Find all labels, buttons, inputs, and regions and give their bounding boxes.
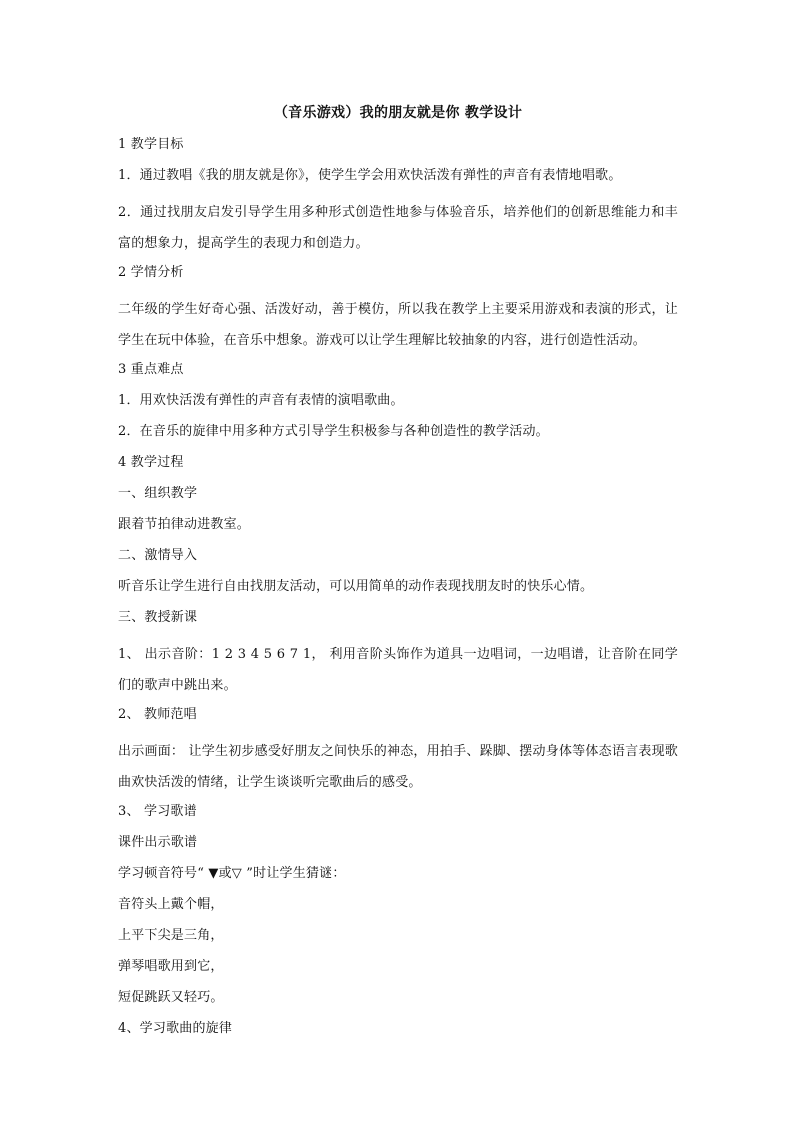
process-step-new-lesson: 三、教授新课	[118, 610, 198, 625]
process-step-organize: 一、组织教学	[118, 486, 198, 501]
objective-item-1: 1．通过教唱《我的朋友就是你》，使学生学会用欢快活泼有弹性的声音有表情地唱歌。	[118, 168, 622, 183]
riddle-line-3: 弹琴唱歌用到它，	[118, 959, 224, 974]
lesson-step-scale: 1、 出示音阶：1 2 3 4 5 6 7 1， 利用音阶头饰作为道具一边唱词，一边唱谱，让音阶在同学们的歌声中跳出来。	[118, 647, 678, 693]
lesson-step-learn-melody: 4、学习歌曲的旋律	[118, 1021, 233, 1036]
section-heading-process: 4 教学过程	[118, 455, 184, 470]
lesson-text-show-picture: 出示画面： 让学生初步感受好朋友之间快乐的神态，用拍手、跺脚、摆动身体等体态语言表现歌曲欢快活泼的情绪，让学生谈谈听完歌曲后的感受。	[118, 744, 678, 790]
document-body	[118, 103, 678, 1050]
section-heading-objectives: 1 教学目标	[118, 137, 184, 152]
lesson-step-learn-score: 3、 学习歌谱	[118, 804, 197, 819]
section-heading-student-analysis: 2 学情分析	[118, 265, 184, 280]
student-analysis-paragraph: 二年级的学生好奇心强、活泼好动，善于模仿，所以我在教学上主要采用游戏和表演的形式，让学生在玩中体验，在音乐中想象。游戏可以让学生理解比较抽象的内容，进行创造性活动。	[118, 302, 678, 348]
key-point-item-2: 2．在音乐的旋律中用多种方式引导学生积极参与各种创造性的教学活动。	[118, 424, 549, 439]
objective-item-2: 2．通过找朋友启发引导学生用多种形式创造性地参与体验音乐，培养他们的创新思维能力和丰富的想象力，提高学生的表现力和创造力。	[118, 205, 678, 251]
lesson-step-teacher-demo: 2、 教师范唱	[118, 707, 197, 722]
key-point-item-1: 1．用欢快活泼有弹性的声音有表情的演唱歌曲。	[118, 393, 404, 408]
document-title: （音乐游戏）我的朋友就是你 教学设计	[273, 105, 523, 121]
riddle-line-4: 短促跳跃又轻巧。	[118, 990, 224, 1005]
process-text-find-friends: 听音乐让学生进行自由找朋友活动，可以用简单的动作表现找朋友时的快乐心情。	[118, 579, 594, 594]
lesson-text-show-score: 课件出示歌谱	[118, 835, 198, 850]
riddle-line-2: 上平下尖是三角，	[118, 928, 224, 943]
process-text-rhythm-entry: 跟着节拍律动进教室。	[118, 517, 251, 532]
lesson-text-staccato-riddle: 学习顿音符号“ ▼或▽ ”时让学生猜谜：	[118, 866, 346, 881]
process-step-introduction: 二、激情导入	[118, 548, 198, 563]
riddle-line-1: 音符头上戴个帽，	[118, 897, 224, 912]
section-heading-key-points: 3 重点难点	[118, 362, 184, 377]
